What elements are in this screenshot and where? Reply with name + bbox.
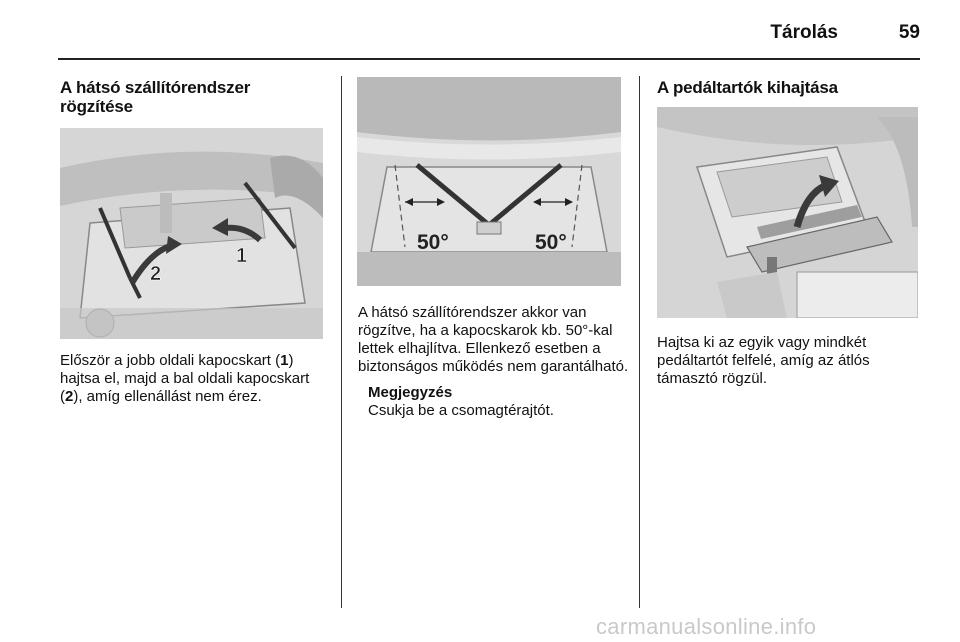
heading-rear-carrier-fix: A hátsó szállítórendszer rögzítése <box>60 78 251 116</box>
ref-label-1: 1 <box>280 352 289 369</box>
lever-angle-illustration <box>357 77 621 286</box>
note-body: Csukja be a csomagtérajtót. <box>368 402 554 419</box>
text-part: ) hajtsa el, majd a bal oldali kapocskart ( <box>60 352 310 405</box>
paragraph-pedal-holders: Hajtsa ki az egyik vagy mindkét pedáltartót felfelé, amíg az átlós támasztó rögzül. <box>657 334 870 387</box>
column-1-text <box>60 352 328 406</box>
heading-pedal-holders: A pedáltartók kihajtása <box>657 78 838 97</box>
ref-label-2: 2 <box>65 388 74 405</box>
column-3-text <box>657 334 919 388</box>
angle-label-left: 50° <box>417 231 449 254</box>
header-divider <box>58 58 920 60</box>
figure-pedal-holder <box>657 107 918 318</box>
column-1 <box>60 78 326 116</box>
paragraph-lever-angle: A hátsó szállítórendszer akkor van rögzítve, ha a kapocskarok kb. 50°-kal lettek elhajlítva. Ellenkező esetben a biztonságos működés nem garantálható. <box>358 304 629 375</box>
column-3 <box>657 78 919 97</box>
text-part: ), amíg ellenállást nem érez. <box>73 388 262 405</box>
note-title: Megjegyzés <box>368 384 453 401</box>
pedal-holder-illustration <box>657 107 918 318</box>
section-title: Tárolás <box>770 22 838 43</box>
paragraph-clamp-instructions <box>60 352 328 406</box>
note-box <box>368 384 630 420</box>
text-part: Először a jobb oldali kapocskart ( <box>60 352 281 369</box>
figure-label-1: 1 <box>236 245 248 267</box>
column-divider-1 <box>341 76 342 608</box>
column-divider-2 <box>639 76 640 608</box>
column-2-text <box>358 304 630 420</box>
page-header <box>58 16 920 46</box>
figure-clamp-levers <box>60 128 323 339</box>
figure-lever-angle <box>357 77 621 286</box>
angle-label-right: 50° <box>535 231 567 254</box>
page-number: 59 <box>898 22 920 43</box>
watermark: carmanualsonline.info <box>596 614 817 639</box>
clamp-levers-illustration <box>60 128 323 339</box>
figure-label-2: 2 <box>150 263 162 285</box>
